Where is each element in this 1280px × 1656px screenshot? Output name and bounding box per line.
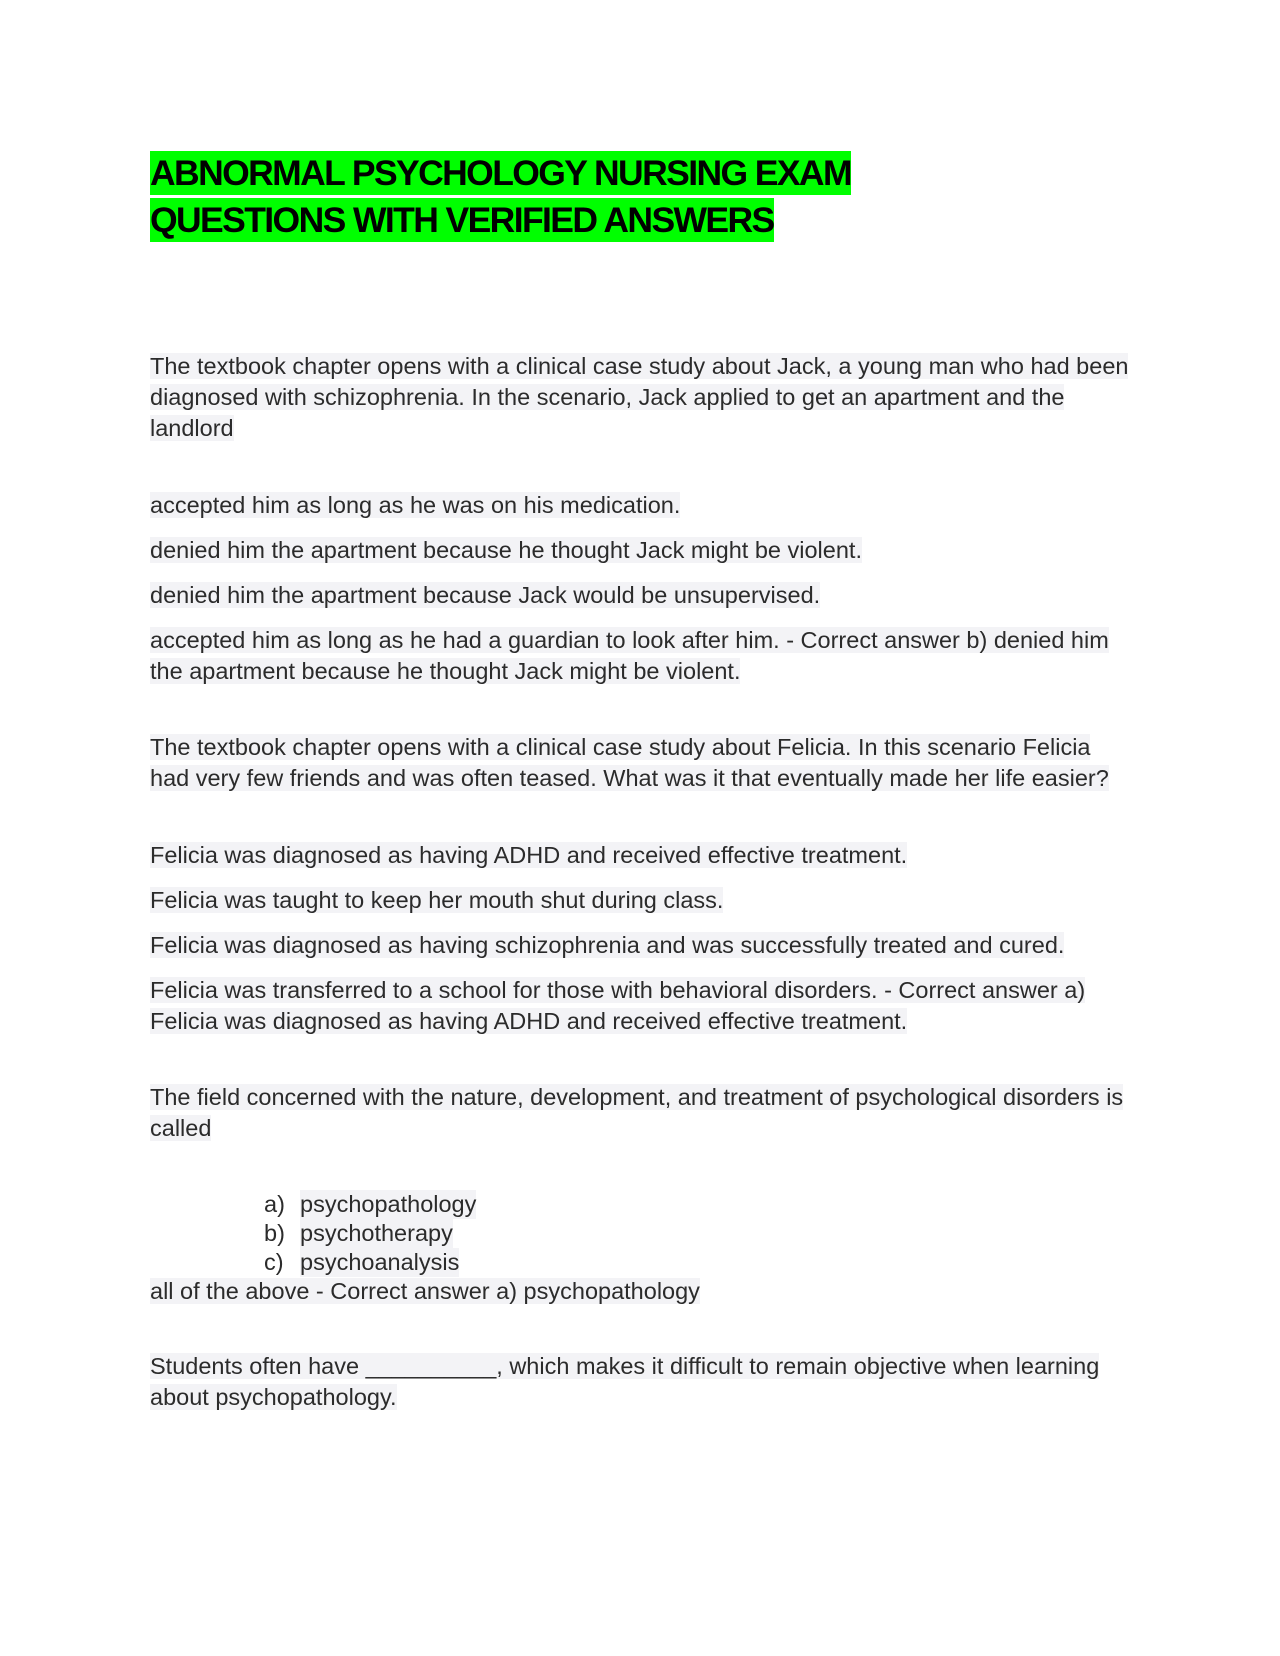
question-1 [150,351,1130,444]
question-1-option-3 [150,580,1130,611]
title-line-2: QUESTIONS WITH VERIFIED ANSWERS [150,200,774,240]
option-text: denied him the apartment because he thought Jack might be violent. [150,537,862,563]
question-1-option-1 [150,490,1130,521]
question-1-text: The textbook chapter opens with a clinical case study about Jack, a young man who had been diagnosed with schizophrenia. In the scenario, Jack applied to get an apartment and the landlord [150,353,1129,441]
question-3-option-a [264,1190,1130,1219]
question-2-text: The textbook chapter opens with a clinical case study about Felicia. In this scenario Felicia had very few friends and was often teased. What was it that eventually made her life easier? [150,734,1109,791]
question-4 [150,1351,1130,1413]
option-text: Felicia was taught to keep her mouth shut during class. [150,887,724,913]
question-3-option-b [264,1219,1130,1248]
option-text: all of the above - Correct answer a) psychopathology [150,1278,700,1304]
option-letter: b) [264,1220,285,1246]
question-4-text: Students often have __________, which makes it difficult to remain objective when learning about psychopathology. [150,1353,1100,1410]
option-text: Felicia was transferred to a school for those with behavioral disorders. - Correct answer a) Felicia was diagnosed as having ADHD and received effective treatment. [150,977,1086,1034]
option-text: denied him the apartment because Jack would be unsupervised. [150,582,821,608]
question-3-option-c [264,1248,1130,1277]
question-3-text: The field concerned with the nature, development, and treatment of psychological disorders is called [150,1084,1124,1141]
question-2-option-2 [150,885,1130,916]
option-text: accepted him as long as he was on his medication. [150,492,681,518]
question-2-option-4-answer [150,975,1130,1037]
option-letter: c) [264,1249,284,1275]
option-text: Felicia was diagnosed as having ADHD and received effective treatment. [150,842,908,868]
option-letter: a) [264,1191,285,1217]
question-1-option-2 [150,535,1130,566]
question-2 [150,732,1130,794]
document-title [150,150,1130,244]
option-text: psychotherapy [300,1220,453,1246]
option-text: Felicia was diagnosed as having schizophrenia and was successfully treated and cured. [150,932,1065,958]
question-2-option-1 [150,840,1130,871]
option-text: psychopathology [300,1191,477,1217]
option-text: psychoanalysis [300,1249,460,1275]
question-2-option-3 [150,930,1130,961]
option-text: accepted him as long as he had a guardian to look after him. - Correct answer b) denied him the apartment because he thought Jack might be violent. [150,627,1109,684]
title-line-1: ABNORMAL PSYCHOLOGY NURSING EXAM [150,153,851,193]
question-3 [150,1082,1130,1144]
question-1-option-4-answer [150,625,1130,687]
document-page [150,150,1130,1413]
question-3-option-d-answer [150,1277,1130,1306]
question-3-options [150,1190,1130,1277]
